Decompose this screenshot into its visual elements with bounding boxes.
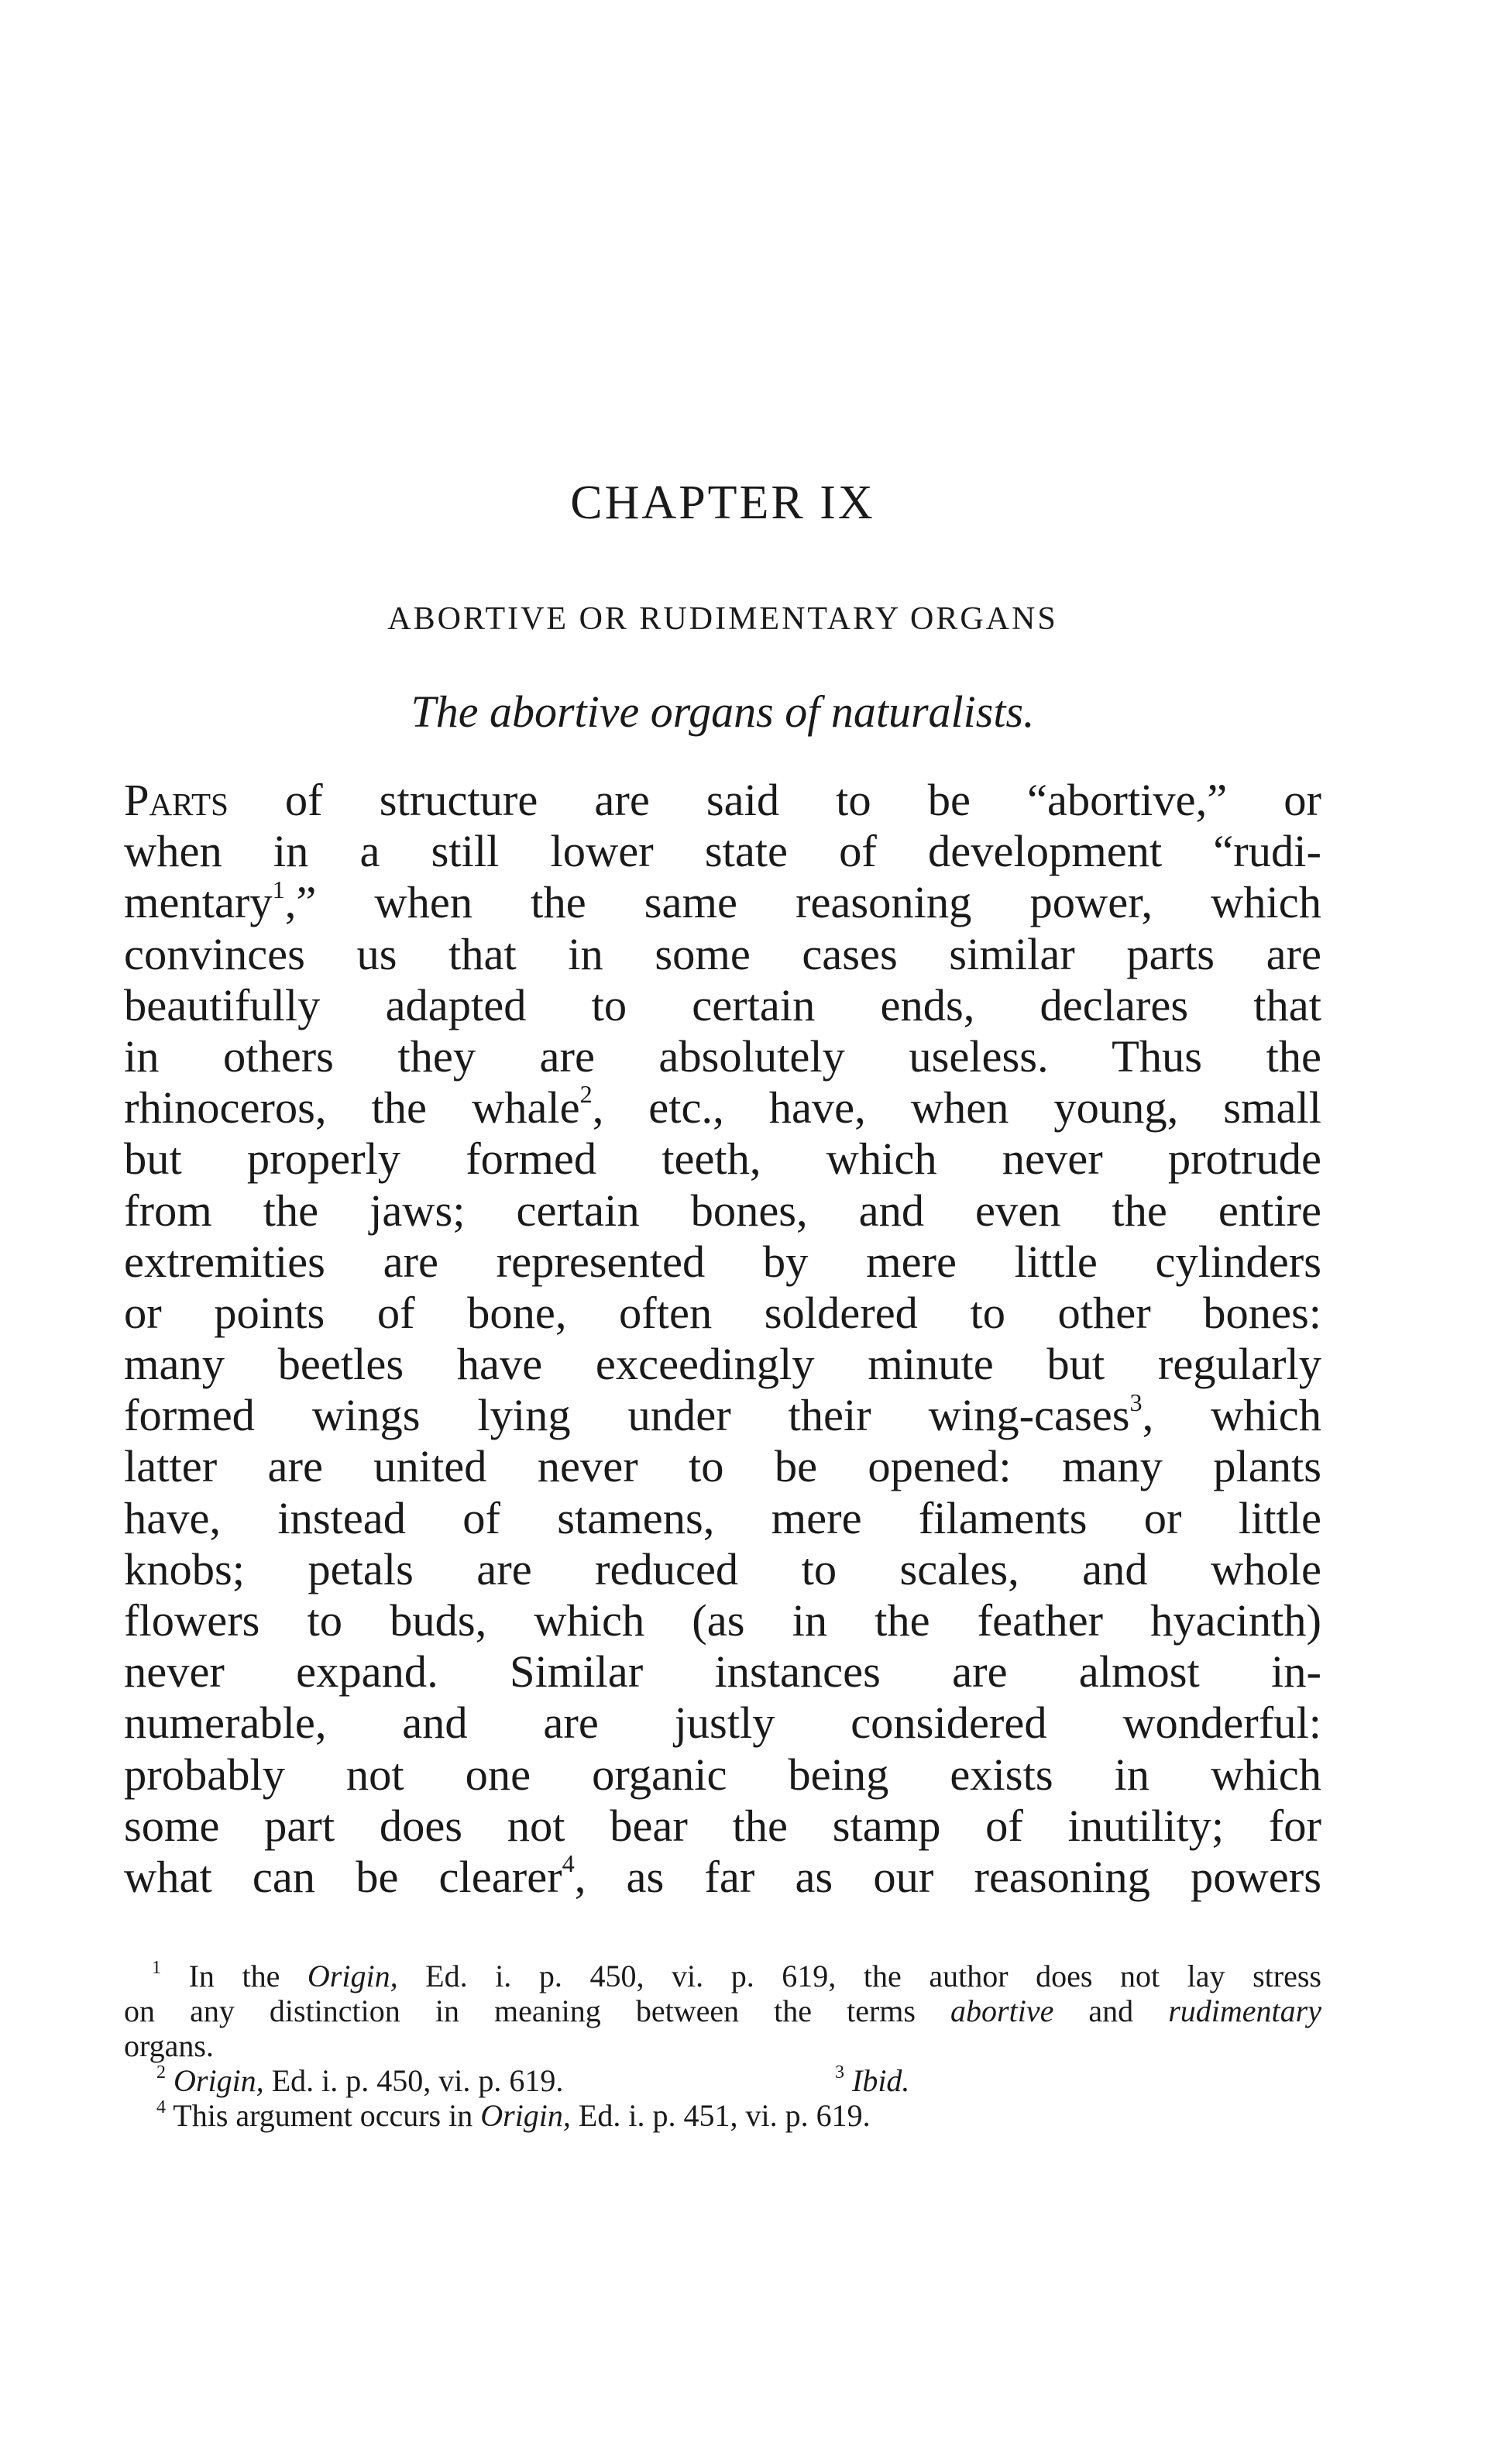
footnote-number: 3 bbox=[835, 2062, 844, 2083]
footnote-text: In the bbox=[161, 1959, 308, 1993]
footnote-text: and bbox=[1053, 1993, 1169, 2028]
text-line bbox=[124, 1493, 1321, 1544]
line-text: , which bbox=[1142, 1390, 1321, 1441]
text-line bbox=[124, 1133, 1321, 1185]
text-line bbox=[124, 929, 1321, 980]
footnote-text: This argument occurs in bbox=[166, 2098, 481, 2133]
line-text: never expand. Similar instances are almost in- bbox=[124, 1646, 1321, 1698]
line-text: ,” when the same reasoning power, which bbox=[284, 877, 1321, 928]
footnote-1-line-2 bbox=[124, 1993, 1321, 2028]
footnote-italic: Ibid. bbox=[852, 2063, 910, 2098]
line-text: or points of bone, often soldered to other bones: bbox=[124, 1287, 1321, 1338]
footnote-ref: 2 bbox=[579, 1082, 593, 1109]
footnote-number: 4 bbox=[156, 2097, 166, 2118]
footnote-text: Ed. i. p. 450, vi. p. 619, the author does not lay stress bbox=[397, 1959, 1322, 1993]
text-line bbox=[124, 1749, 1321, 1801]
footnote-1 bbox=[124, 1959, 1321, 1993]
book-page bbox=[124, 0, 1321, 2456]
text-line bbox=[124, 1595, 1321, 1646]
line-text: formed wings lying under their wing-cases bbox=[124, 1390, 1130, 1441]
footnotes bbox=[124, 1959, 1321, 2133]
text-line bbox=[124, 1698, 1321, 1749]
text-line bbox=[124, 1237, 1321, 1288]
line-text: from the jaws; certain bones, and even the entire bbox=[124, 1185, 1321, 1236]
line-text: rhinoceros, the whale bbox=[124, 1082, 580, 1133]
footnote-italic: rudimentary bbox=[1168, 1993, 1321, 2028]
line-text: , as far as our reasoning powers bbox=[574, 1851, 1321, 1902]
text-line bbox=[124, 1801, 1321, 1852]
line-text: extremities are represented by mere little cylinders bbox=[124, 1236, 1321, 1287]
text-line bbox=[124, 1082, 1321, 1133]
footnote-text: on any distinction in meaning between the terms bbox=[124, 1993, 951, 2028]
footnote-3 bbox=[835, 2063, 909, 2098]
footnote-4 bbox=[124, 2098, 1321, 2133]
text-line bbox=[124, 877, 1321, 928]
text-line bbox=[124, 1339, 1321, 1390]
text-line bbox=[124, 826, 1321, 877]
line-text: beautifully adapted to certain ends, declares that bbox=[124, 979, 1321, 1030]
footnote-italic: abortive bbox=[950, 1993, 1054, 2028]
line-text: , etc., have, when young, small bbox=[592, 1082, 1321, 1133]
text-line bbox=[124, 1031, 1321, 1082]
line-text: but properly formed teeth, which never protrude bbox=[124, 1133, 1321, 1185]
footnote-italic: Origin, bbox=[307, 1959, 398, 1993]
line-text: many beetles have exceedingly minute but regularly bbox=[124, 1339, 1321, 1390]
text-line bbox=[124, 775, 1321, 826]
chapter-title: CHAPTER IX bbox=[570, 476, 875, 529]
line-text: have, instead of stamens, mere filaments or little bbox=[124, 1492, 1321, 1543]
footnote-italic: Origin, bbox=[480, 2098, 571, 2133]
footnote-number: 1 bbox=[152, 1958, 161, 1979]
footnote-text: organs. bbox=[124, 2028, 214, 2063]
footnote-ref: 3 bbox=[1129, 1390, 1143, 1416]
footnote-number: 2 bbox=[156, 2062, 166, 2083]
line-text: some part does not bear the stamp of inutility; for bbox=[124, 1800, 1321, 1851]
line-text: flowers to buds, which (as in the feather hyacinth) bbox=[124, 1595, 1321, 1646]
line-text: of structure are said to be “abortive,” or bbox=[228, 775, 1321, 825]
line-text: convinces us that in some cases similar parts are bbox=[124, 928, 1321, 979]
line-text: latter are united never to be opened: many plants bbox=[124, 1441, 1321, 1492]
line-text: what can be clearer bbox=[124, 1851, 562, 1902]
footnote-ref: 4 bbox=[562, 1851, 575, 1878]
footnote-1-line-3 bbox=[124, 2028, 1321, 2063]
footnote-text: Ed. i. p. 450, vi. p. 619. bbox=[263, 2063, 564, 2098]
line-text: in others they are absolutely useless. Thus the bbox=[124, 1030, 1321, 1082]
text-line bbox=[124, 1852, 1321, 1903]
footnote-text: Ed. i. p. 451, vi. p. 619. bbox=[570, 2098, 871, 2133]
footnote-2-3 bbox=[124, 2063, 1321, 2098]
line-text: numerable, and are justly considered wonderful: bbox=[124, 1698, 1321, 1749]
line-text: mentary bbox=[124, 877, 273, 928]
line-text: probably not one organic being exists in which bbox=[124, 1749, 1321, 1800]
line-text: knobs; petals are reduced to scales, and whole bbox=[124, 1543, 1321, 1594]
text-line bbox=[124, 1441, 1321, 1492]
line-text: when in a still lower state of development “rudi- bbox=[124, 826, 1321, 877]
section-heading: The abortive organs of naturalists. bbox=[411, 686, 1035, 737]
footnote-ref: 1 bbox=[272, 877, 285, 903]
text-line bbox=[124, 1646, 1321, 1698]
text-line bbox=[124, 1185, 1321, 1237]
text-line bbox=[124, 1390, 1321, 1441]
text-line bbox=[124, 1544, 1321, 1595]
body-paragraph bbox=[124, 775, 1321, 1903]
text-line bbox=[124, 1288, 1321, 1339]
text-line bbox=[124, 980, 1321, 1031]
lead-word: Parts bbox=[124, 775, 229, 825]
footnote-italic: Origin, bbox=[174, 2063, 264, 2098]
chapter-subtitle: ABORTIVE OR RUDIMENTARY ORGANS bbox=[387, 601, 1058, 637]
